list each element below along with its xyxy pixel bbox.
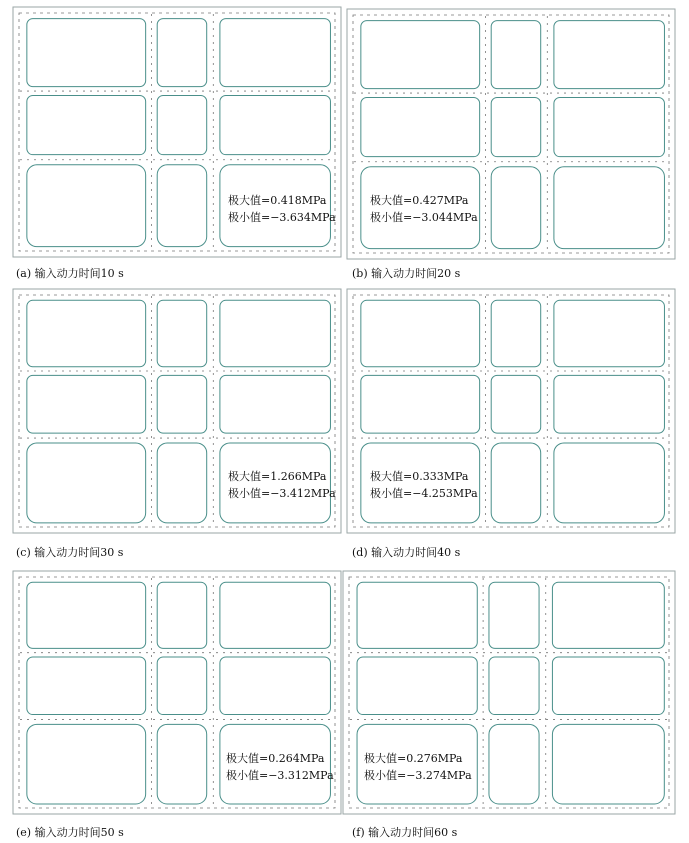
cell-opening xyxy=(357,582,477,648)
cell-opening xyxy=(489,724,539,804)
cell-opening xyxy=(489,582,539,648)
cell-opening xyxy=(554,300,665,366)
cell-opening xyxy=(27,95,146,154)
cell-opening xyxy=(27,657,146,715)
cell-opening xyxy=(357,657,477,715)
cell-opening xyxy=(489,657,539,715)
cell-opening xyxy=(27,165,146,247)
caption-c: (c) 输入动力时间30 s xyxy=(16,546,124,559)
caption-f: (f) 输入动力时间60 s xyxy=(352,826,458,839)
panel-e xyxy=(12,570,342,815)
max-stress-label: 极大值=0.276MPa xyxy=(364,752,463,765)
cell-opening xyxy=(27,443,146,523)
cell-opening xyxy=(27,724,146,804)
cell-opening xyxy=(361,300,480,366)
stress-extrema xyxy=(364,750,472,784)
cell-opening xyxy=(157,300,207,366)
cell-opening xyxy=(491,97,541,156)
stress-extrema xyxy=(370,192,478,226)
caption-e: (e) 输入动力时间50 s xyxy=(16,826,124,839)
max-stress-label: 极大值=0.427MPa xyxy=(370,194,469,207)
cell-opening xyxy=(491,167,541,249)
cell-opening xyxy=(552,724,664,804)
cell-opening xyxy=(361,21,480,89)
cell-opening xyxy=(554,21,665,89)
cell-opening xyxy=(491,375,541,433)
cell-opening xyxy=(491,300,541,366)
cell-opening xyxy=(220,19,331,87)
cell-opening xyxy=(491,21,541,89)
panel-b xyxy=(346,8,676,260)
cell-opening xyxy=(220,300,331,366)
caption-b: (b) 输入动力时间20 s xyxy=(352,267,461,280)
cell-opening xyxy=(157,582,207,648)
max-stress-label: 极大值=0.264MPa xyxy=(226,752,325,765)
cell-opening xyxy=(157,95,207,154)
max-stress-label: 极大值=0.333MPa xyxy=(370,470,469,483)
min-stress-label: 极小值=−3.634MPa xyxy=(228,211,336,224)
cell-opening xyxy=(552,657,664,715)
min-stress-label: 极小值=−3.044MPa xyxy=(370,211,478,224)
stress-extrema xyxy=(228,192,336,226)
caption-d: (d) 输入动力时间40 s xyxy=(352,546,461,559)
cell-opening xyxy=(220,95,331,154)
panel-c xyxy=(12,288,342,534)
stress-extrema xyxy=(226,750,334,784)
max-stress-label: 极大值=1.266MPa xyxy=(228,470,327,483)
stress-extrema xyxy=(370,468,478,502)
min-stress-label: 极小值=−4.253MPa xyxy=(370,487,478,500)
cell-opening xyxy=(491,443,541,523)
cell-opening xyxy=(157,657,207,715)
cell-opening xyxy=(554,167,665,249)
min-stress-label: 极小值=−3.412MPa xyxy=(228,487,336,500)
cell-opening xyxy=(157,19,207,87)
cell-opening xyxy=(27,582,146,648)
panel-d xyxy=(346,288,676,534)
max-stress-label: 极大值=0.418MPa xyxy=(228,194,327,207)
caption-a: (a) 输入动力时间10 s xyxy=(16,267,124,280)
cell-opening xyxy=(220,375,331,433)
cell-opening xyxy=(552,582,664,648)
cell-opening xyxy=(157,375,207,433)
panel-a xyxy=(12,6,342,258)
cell-opening xyxy=(554,443,665,523)
cell-opening xyxy=(27,300,146,366)
cell-opening xyxy=(157,165,207,247)
stress-extrema xyxy=(228,468,336,502)
min-stress-label: 极小值=−3.312MPa xyxy=(226,769,334,782)
cell-opening xyxy=(554,375,665,433)
cell-opening xyxy=(220,582,331,648)
cell-opening xyxy=(157,724,207,804)
cell-opening xyxy=(361,375,480,433)
panel-f xyxy=(342,570,676,815)
cell-opening xyxy=(220,657,331,715)
cell-opening xyxy=(157,443,207,523)
cell-opening xyxy=(27,19,146,87)
cell-opening xyxy=(361,97,480,156)
cell-opening xyxy=(554,97,665,156)
min-stress-label: 极小值=−3.274MPa xyxy=(364,769,472,782)
cell-opening xyxy=(27,375,146,433)
